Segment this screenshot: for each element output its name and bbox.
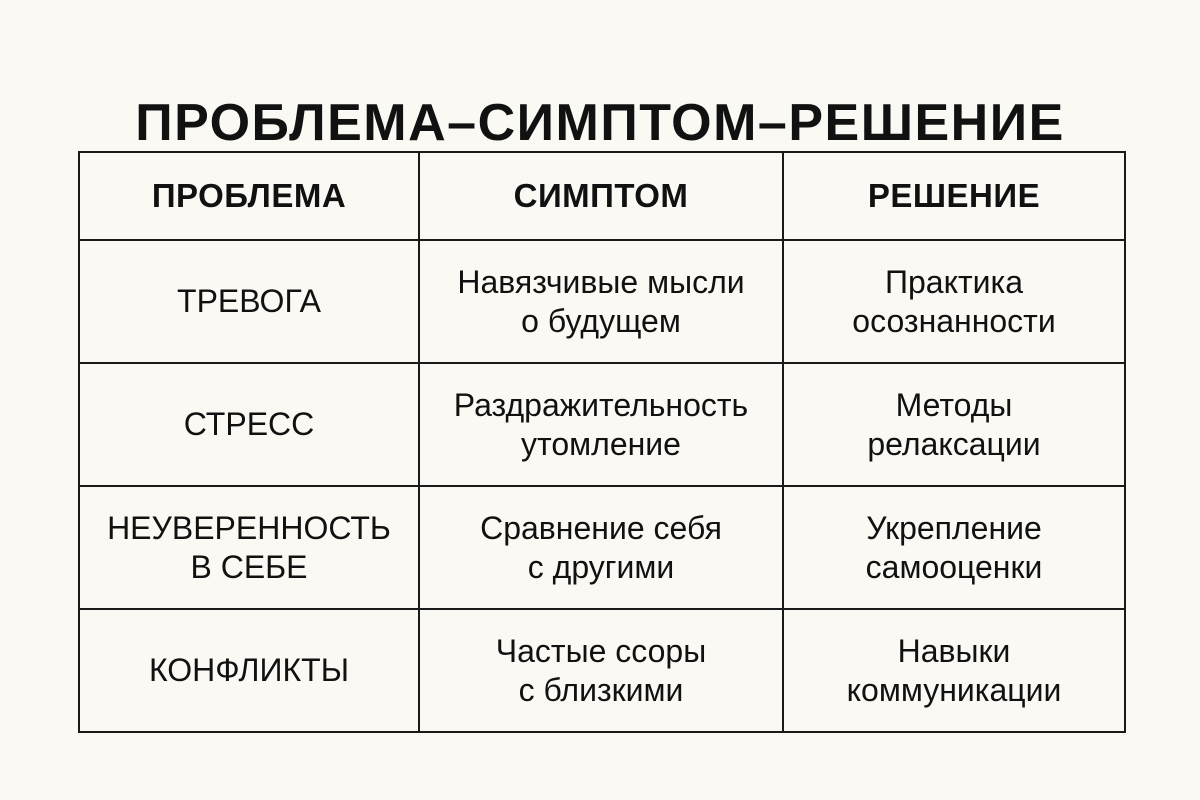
cell-line: Сравнение себя (480, 509, 722, 546)
table-row (79, 486, 1125, 609)
problem-symptom-solution-table (78, 151, 1126, 733)
column-header-problem: ПРОБЛЕМА (79, 152, 419, 240)
table-row (79, 240, 1125, 363)
symptom-cell (419, 609, 783, 732)
cell-line: Укрепление (866, 509, 1042, 546)
cell-line: Методы (895, 386, 1013, 423)
table-row (79, 363, 1125, 486)
symptom-cell (419, 363, 783, 486)
problem-cell (79, 486, 419, 609)
cell-line: с близкими (518, 671, 684, 708)
cell-line: Навыки (897, 632, 1011, 669)
symptom-cell (419, 240, 783, 363)
solution-cell (783, 240, 1125, 363)
column-header-symptom: СИМПТОМ (419, 152, 783, 240)
solution-cell (783, 609, 1125, 732)
solution-cell (783, 363, 1125, 486)
column-header-solution: РЕШЕНИЕ (783, 152, 1125, 240)
table-header-row (79, 152, 1125, 240)
cell-line: СТРЕСС (183, 406, 315, 442)
problem-cell (79, 609, 419, 732)
cell-line: коммуникации (846, 671, 1062, 708)
cell-line: ТРЕВОГА (177, 283, 321, 319)
cell-line: с другими (527, 548, 675, 585)
cell-line: самооценки (865, 548, 1043, 585)
table-row (79, 609, 1125, 732)
cell-line: о будущем (521, 302, 681, 339)
solution-cell (783, 486, 1125, 609)
cell-line: Частые ссоры (495, 632, 707, 669)
cell-line: Раздражительность (453, 386, 749, 423)
symptom-cell (419, 486, 783, 609)
cell-line: Навязчивые мысли (457, 263, 745, 300)
cell-line: КОНФЛИКТЫ (148, 652, 350, 688)
problem-cell (79, 240, 419, 363)
page-title: ПРОБЛЕМА–СИМПТОМ–РЕШЕНИЕ (135, 93, 1065, 152)
problem-cell (79, 363, 419, 486)
cell-line: утомление (521, 425, 681, 462)
cell-line: В СЕБЕ (190, 548, 308, 585)
cell-line: релаксации (867, 425, 1041, 462)
cell-line: Практика (885, 263, 1023, 300)
cell-line: осознанности (852, 302, 1056, 339)
cell-line: НЕУВЕРЕННОСТЬ (107, 509, 391, 546)
